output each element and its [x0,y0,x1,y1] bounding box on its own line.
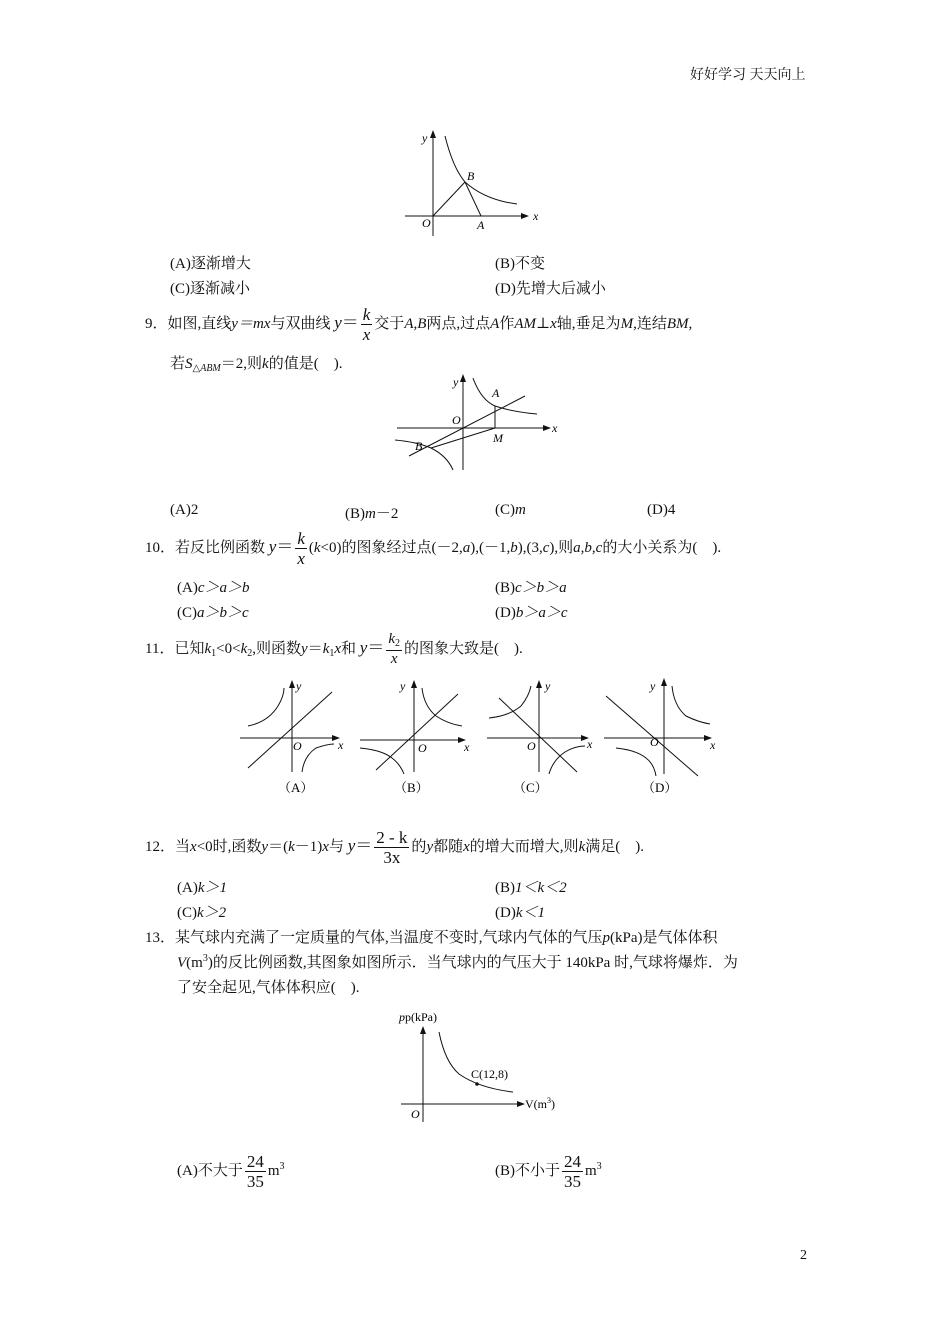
q9-stem-line1: 9．如图,直线y＝mx与双曲线 y＝ $\frac{k}{x}$ 交于A,B两点,过点A作AM⊥x轴,垂足为M,连结BM, [145,304,693,345]
q11-graph-b[interactable] [358,676,473,798]
q9-figure [395,372,560,472]
svg-text:y: y [400,679,406,693]
origin-label: O [422,216,431,230]
line-y-mx [409,396,525,456]
q9-option-c[interactable]: (C)m [495,502,526,518]
q10-option-a[interactable]: (A)c＞a＞b [177,580,250,596]
y-label: y [422,131,428,145]
q11-graph-c[interactable] [485,676,597,798]
page-number: 2 [800,1248,807,1263]
point-a-label: A [477,218,485,232]
q8-figure [405,128,540,236]
hyperbola-branch-2 [395,440,453,470]
x-label: x [533,209,539,223]
q13-figure [395,1006,570,1126]
svg-text:x: x [587,737,593,751]
svg-text:O: O [527,739,536,753]
x-axis-arrow [521,213,529,219]
q12-stem: 12．当x<0时,函数y＝(k－1)x与 y＝ $\frac{2 - k}{3x}$ 的y都随x的增大而增大,则k满足( ). [145,827,644,868]
q9-option-d[interactable]: (D)4 [647,502,676,518]
svg-text:y: y [296,679,302,693]
page-header: 好好学习 天天向上 [690,68,806,83]
point-c [475,1082,479,1086]
origin-label: O [411,1107,420,1121]
q10-option-c[interactable]: (C)a＞b＞c [177,605,249,621]
q9-option-b[interactable]: (B)m－2 [345,506,399,522]
q10-option-b[interactable]: (B)c＞b＞a [495,580,567,596]
segment-ba [465,182,481,216]
svg-text:O: O [418,741,427,755]
p-axis-label: pp(kPa) [399,1010,437,1024]
q12-option-d[interactable]: (D)k＜1 [495,905,545,921]
svg-text:O: O [650,735,659,749]
svg-text:x: x [338,738,344,752]
q8-option-b[interactable]: (B)不变 [495,256,545,272]
x-label: x [552,421,558,435]
x-axis-arrow [543,425,551,431]
point-b-label: B [415,439,423,453]
svg-text:x: x [464,740,470,754]
q10-stem: 10．若反比例函数 y＝ $\frac{k}{x}$ (k<0)的图象经过点(－2,a),(－1,b),(3,c),则a,b,c的大小关系为( ). [145,528,722,569]
q12-option-a[interactable]: (A)k＞1 [177,880,227,896]
q12-option-c[interactable]: (C)k＞2 [177,905,227,921]
hyperbola-curve [445,136,517,204]
svg-text:y: y [545,679,551,693]
q8-option-a[interactable]: (A)逐渐增大 [170,256,251,272]
point-a-label: A [492,386,500,400]
q11-graph-d[interactable] [602,672,720,798]
q13-stem-line1: 13．某气球内充满了一定质量的气体,当温度不变时,气球内气体的气压p(kPa)是气体体积 [145,930,718,946]
q13-option-a[interactable]: (A)不大于 $\frac{24}{35}$ $m^3$ [177,1151,285,1192]
q8-option-d[interactable]: (D)先增大后减小 [495,281,606,297]
q8-option-c[interactable]: (C)逐渐减小 [170,281,250,297]
q13-stem-line2: $V(m^3)$的反比例函数,其图象如图所示．当气球内的气压大于 140kPa 时,气球将爆炸．为 [177,953,738,971]
svg-text:O: O [293,739,302,753]
q11-graph-a[interactable] [238,676,348,798]
q13-option-b[interactable]: (B)不小于 $\frac{24}{35}$ $m^3$ [495,1151,602,1192]
svg-text:（A）: （A） [278,780,314,795]
q10-option-d[interactable]: (D)b＞a＞c [495,605,568,621]
svg-text:（C）: （C） [513,780,548,795]
svg-text:（B）: （B） [394,780,429,795]
y-label: y [453,375,459,389]
q9-stem-line2: 若$S_{\triangle ABM}=2$,则k的值是( ). [170,356,343,374]
point-b-label: B [467,169,475,183]
origin-label: O [452,413,461,427]
q9-option-a[interactable]: (A)2 [170,502,199,518]
point-m-label: M [493,431,503,445]
q12-option-b[interactable]: (B)1＜k＜2 [495,880,567,896]
q13-stem-line3: 了安全起见,气体体积应( ). [177,980,360,996]
svg-text:x: x [710,738,716,752]
v-axis-label: $V(m^3)$ [525,1096,555,1111]
y-axis-arrow [460,374,466,382]
point-c-label: C(12,8) [471,1067,508,1081]
svg-text:（D）: （D） [642,780,678,795]
y-axis-arrow [430,130,436,138]
segment-ob [433,182,465,216]
svg-text:y: y [650,679,656,693]
hyperbola-branch-1 [473,378,537,414]
q11-stem: 11．已知$k_1<0<k_2$,则函数$y=k_1x$和 y＝ $\frac{k_2}{x}$ 的图象大致是( ). [145,631,523,667]
